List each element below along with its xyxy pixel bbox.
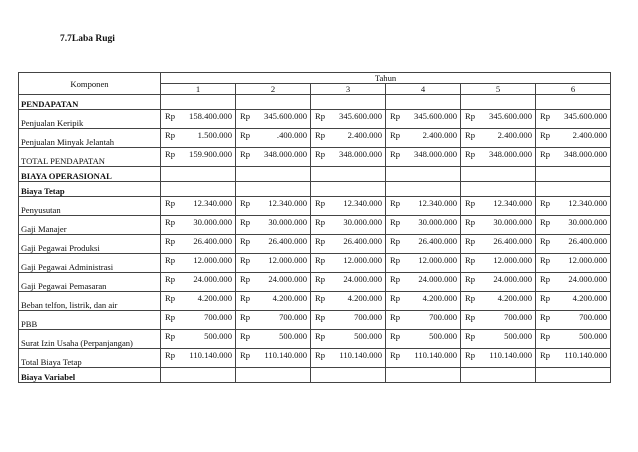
- row-label: Gaji Manajer: [19, 216, 161, 235]
- amount-cell: [161, 254, 236, 273]
- currency-label: Rp: [540, 111, 551, 121]
- amount-cell: [386, 129, 461, 148]
- amount-value: 110.140.000: [564, 350, 608, 360]
- currency-label: Rp: [315, 149, 326, 159]
- amount-value: 12.340.000: [418, 198, 457, 208]
- currency-label: Rp: [540, 217, 551, 227]
- row-label: Penyusutan: [19, 197, 161, 216]
- amount-cell: [461, 330, 536, 349]
- currency-label: Rp: [240, 312, 251, 322]
- currency-label: Rp: [540, 274, 551, 284]
- amount-cell: [461, 148, 536, 167]
- amount-value: 500.000: [354, 331, 382, 341]
- amount-cell: [386, 273, 461, 292]
- section-pendapatan-row: [19, 95, 611, 110]
- amount-value: 30.000.000: [568, 217, 608, 227]
- table-row: [19, 235, 611, 254]
- currency-label: Rp: [540, 331, 551, 341]
- amount-cell: [236, 254, 311, 273]
- amount-value: 4.200.000: [347, 293, 382, 303]
- amount-value: 2.400.000: [422, 130, 457, 140]
- currency-label: Rp: [465, 350, 476, 360]
- section-biaya-operasional-row: [19, 167, 611, 182]
- amount-value: 24.000.000: [268, 274, 307, 284]
- amount-value: 345.600.000: [264, 111, 307, 121]
- amount-cell: [386, 148, 461, 167]
- currency-label: Rp: [315, 293, 326, 303]
- amount-value: 1.500.000: [197, 130, 232, 140]
- amount-cell: [461, 110, 536, 129]
- amount-value: 12.340.000: [568, 198, 608, 208]
- amount-cell: [536, 292, 611, 311]
- table-row: [19, 330, 611, 349]
- empty-cell: [386, 182, 461, 197]
- empty-cell: [536, 368, 611, 383]
- amount-cell: [311, 235, 386, 254]
- amount-cell: [536, 110, 611, 129]
- currency-label: Rp: [390, 293, 401, 303]
- amount-value: 26.400.000: [343, 236, 382, 246]
- amount-cell: [311, 292, 386, 311]
- amount-value: 30.000.000: [193, 217, 232, 227]
- row-label: PBB: [19, 311, 161, 330]
- currency-label: Rp: [540, 293, 551, 303]
- amount-cell: [461, 129, 536, 148]
- amount-cell: [311, 273, 386, 292]
- amount-cell: [461, 216, 536, 235]
- amount-value: 24.000.000: [193, 274, 232, 284]
- amount-cell: [386, 254, 461, 273]
- amount-value: 24.000.000: [568, 274, 608, 284]
- currency-label: Rp: [390, 236, 401, 246]
- amount-cell: [311, 129, 386, 148]
- row-label: Penjualan Keripik: [19, 110, 161, 129]
- amount-cell: [311, 254, 386, 273]
- table-row: [19, 311, 611, 330]
- amount-cell: [236, 330, 311, 349]
- empty-cell: [386, 167, 461, 182]
- table-body: [19, 73, 611, 383]
- amount-value: 158.400.000: [189, 111, 232, 121]
- amount-cell: [461, 292, 536, 311]
- amount-value: 345.600.000: [489, 111, 532, 121]
- amount-value: 500.000: [429, 331, 457, 341]
- amount-value: 12.000.000: [343, 255, 382, 265]
- currency-label: Rp: [240, 274, 251, 284]
- currency-label: Rp: [465, 274, 476, 284]
- empty-cell: [536, 167, 611, 182]
- amount-cell: [311, 197, 386, 216]
- amount-value: 500.000: [504, 331, 532, 341]
- amount-value: 700.000: [279, 312, 307, 322]
- currency-label: Rp: [390, 350, 401, 360]
- amount-cell: [311, 311, 386, 330]
- currency-label: Rp: [315, 312, 326, 322]
- amount-value: 30.000.000: [493, 217, 532, 227]
- amount-value: 26.400.000: [493, 236, 532, 246]
- amount-cell: [536, 235, 611, 254]
- table-row: [19, 216, 611, 235]
- amount-cell: [311, 148, 386, 167]
- empty-cell: [236, 167, 311, 182]
- amount-cell: [536, 330, 611, 349]
- currency-label: Rp: [315, 198, 326, 208]
- amount-value: 4.200.000: [272, 293, 307, 303]
- amount-cell: [161, 235, 236, 254]
- amount-cell: [386, 349, 461, 368]
- amount-value: 30.000.000: [268, 217, 307, 227]
- amount-cell: [236, 148, 311, 167]
- currency-label: Rp: [315, 350, 326, 360]
- amount-value: 4.200.000: [497, 293, 532, 303]
- currency-label: Rp: [165, 130, 176, 140]
- table-row: [19, 148, 611, 167]
- amount-cell: [161, 197, 236, 216]
- amount-cell: [161, 129, 236, 148]
- komponen-header: Komponen: [19, 73, 161, 95]
- amount-value: 12.000.000: [568, 255, 608, 265]
- empty-cell: [386, 95, 461, 110]
- amount-value: 700.000: [504, 312, 532, 322]
- table-row: [19, 110, 611, 129]
- amount-cell: [161, 330, 236, 349]
- currency-label: Rp: [240, 350, 251, 360]
- amount-value: 30.000.000: [418, 217, 457, 227]
- currency-label: Rp: [240, 130, 251, 140]
- row-label: Gaji Pegawai Produksi: [19, 235, 161, 254]
- currency-label: Rp: [165, 198, 176, 208]
- currency-label: Rp: [315, 111, 326, 121]
- year-header: 6: [536, 84, 611, 95]
- currency-label: Rp: [315, 217, 326, 227]
- amount-cell: [536, 311, 611, 330]
- currency-label: Rp: [240, 198, 251, 208]
- empty-cell: [236, 95, 311, 110]
- amount-value: 24.000.000: [493, 274, 532, 284]
- currency-label: Rp: [165, 255, 176, 265]
- currency-label: Rp: [240, 217, 251, 227]
- empty-cell: [161, 167, 236, 182]
- amount-value: 12.000.000: [493, 255, 532, 265]
- row-label: Surat Izin Usaha (Perpanjangan): [19, 330, 161, 349]
- empty-cell: [461, 182, 536, 197]
- currency-label: Rp: [465, 217, 476, 227]
- empty-cell: [311, 368, 386, 383]
- currency-label: Rp: [540, 149, 551, 159]
- amount-cell: [236, 235, 311, 254]
- amount-cell: [311, 216, 386, 235]
- empty-cell: [161, 95, 236, 110]
- amount-value: 700.000: [429, 312, 457, 322]
- year-header: 5: [461, 84, 536, 95]
- currency-label: Rp: [315, 130, 326, 140]
- table-row: [19, 273, 611, 292]
- currency-label: Rp: [465, 149, 476, 159]
- amount-value: 26.400.000: [418, 236, 457, 246]
- amount-cell: [461, 197, 536, 216]
- header-row-tahun: [19, 73, 611, 84]
- currency-label: Rp: [465, 255, 476, 265]
- amount-value: 4.200.000: [197, 293, 232, 303]
- amount-cell: [236, 292, 311, 311]
- empty-cell: [386, 368, 461, 383]
- currency-label: Rp: [465, 293, 476, 303]
- amount-value: 12.000.000: [418, 255, 457, 265]
- currency-label: Rp: [240, 111, 251, 121]
- currency-label: Rp: [315, 331, 326, 341]
- amount-value: 500.000: [279, 331, 307, 341]
- currency-label: Rp: [465, 312, 476, 322]
- currency-label: Rp: [165, 312, 176, 322]
- amount-value: 348.000.000: [414, 149, 457, 159]
- table-row: [19, 129, 611, 148]
- amount-cell: [386, 197, 461, 216]
- amount-value: 159.900.000: [189, 149, 232, 159]
- section-biaya-variabel: Biaya Variabel: [19, 368, 161, 383]
- amount-cell: [386, 110, 461, 129]
- currency-label: Rp: [540, 130, 551, 140]
- amount-value: 700.000: [579, 312, 608, 322]
- currency-label: Rp: [465, 198, 476, 208]
- table-row: [19, 292, 611, 311]
- row-label: TOTAL PENDAPATAN: [19, 148, 161, 167]
- currency-label: Rp: [540, 312, 551, 322]
- amount-value: 2.400.000: [347, 130, 382, 140]
- amount-cell: [236, 197, 311, 216]
- currency-label: Rp: [390, 255, 401, 265]
- amount-cell: [461, 273, 536, 292]
- amount-cell: [461, 349, 536, 368]
- amount-cell: [536, 349, 611, 368]
- amount-cell: [236, 129, 311, 148]
- amount-cell: [236, 216, 311, 235]
- currency-label: Rp: [165, 331, 176, 341]
- table-row: [19, 349, 611, 368]
- amount-value: 4.200.000: [572, 293, 608, 303]
- amount-value: 348.000.000: [489, 149, 532, 159]
- amount-value: 26.400.000: [193, 236, 232, 246]
- currency-label: Rp: [390, 217, 401, 227]
- amount-cell: [386, 292, 461, 311]
- amount-value: 110.140.000: [414, 350, 457, 360]
- empty-cell: [236, 368, 311, 383]
- amount-cell: [536, 254, 611, 273]
- currency-label: Rp: [465, 111, 476, 121]
- amount-value: 500.000: [579, 331, 608, 341]
- empty-cell: [536, 95, 611, 110]
- amount-value: 12.000.000: [193, 255, 232, 265]
- amount-cell: [236, 273, 311, 292]
- currency-label: Rp: [390, 149, 401, 159]
- currency-label: Rp: [165, 236, 176, 246]
- currency-label: Rp: [315, 255, 326, 265]
- amount-cell: [236, 311, 311, 330]
- amount-cell: [161, 349, 236, 368]
- amount-cell: [161, 110, 236, 129]
- amount-value: 110.140.000: [264, 350, 307, 360]
- amount-cell: [461, 254, 536, 273]
- currency-label: Rp: [540, 198, 551, 208]
- amount-cell: [461, 311, 536, 330]
- amount-cell: [386, 311, 461, 330]
- amount-value: 12.340.000: [493, 198, 532, 208]
- amount-cell: [536, 216, 611, 235]
- currency-label: Rp: [315, 236, 326, 246]
- amount-cell: [386, 235, 461, 254]
- currency-label: Rp: [540, 255, 551, 265]
- laba-rugi-table: [18, 72, 611, 383]
- currency-label: Rp: [390, 274, 401, 284]
- empty-cell: [311, 95, 386, 110]
- amount-value: 2.400.000: [572, 130, 608, 140]
- currency-label: Rp: [465, 130, 476, 140]
- currency-label: Rp: [390, 130, 401, 140]
- currency-label: Rp: [390, 331, 401, 341]
- amount-cell: [161, 273, 236, 292]
- amount-value: 348.000.000: [564, 149, 608, 159]
- amount-cell: [386, 330, 461, 349]
- year-header: 1: [161, 84, 236, 95]
- section-pendapatan: PENDAPATAN: [19, 95, 161, 110]
- currency-label: Rp: [165, 149, 176, 159]
- amount-value: 110.140.000: [489, 350, 532, 360]
- empty-cell: [461, 95, 536, 110]
- currency-label: Rp: [240, 236, 251, 246]
- currency-label: Rp: [165, 274, 176, 284]
- currency-label: Rp: [465, 331, 476, 341]
- currency-label: Rp: [390, 312, 401, 322]
- amount-value: 12.340.000: [343, 198, 382, 208]
- currency-label: Rp: [165, 350, 176, 360]
- amount-cell: [536, 273, 611, 292]
- currency-label: Rp: [240, 331, 251, 341]
- amount-value: 500.000: [204, 331, 232, 341]
- empty-cell: [161, 182, 236, 197]
- amount-value: 110.140.000: [339, 350, 382, 360]
- amount-cell: [461, 235, 536, 254]
- row-label: Total Biaya Tetap: [19, 349, 161, 368]
- amount-value: 26.400.000: [268, 236, 307, 246]
- currency-label: Rp: [165, 217, 176, 227]
- amount-value: .400.000: [276, 130, 307, 140]
- currency-label: Rp: [540, 350, 551, 360]
- amount-cell: [236, 349, 311, 368]
- empty-cell: [236, 182, 311, 197]
- year-header: 2: [236, 84, 311, 95]
- amount-cell: [311, 330, 386, 349]
- currency-label: Rp: [390, 198, 401, 208]
- table-row: [19, 197, 611, 216]
- currency-label: Rp: [240, 255, 251, 265]
- amount-cell: [536, 197, 611, 216]
- currency-label: Rp: [540, 236, 551, 246]
- amount-value: 345.600.000: [564, 111, 608, 121]
- amount-value: 12.000.000: [268, 255, 307, 265]
- empty-cell: [536, 182, 611, 197]
- section-biaya-tetap: Biaya Tetap: [19, 182, 161, 197]
- section-biaya-tetap-row: [19, 182, 611, 197]
- tahun-header: Tahun: [161, 73, 611, 84]
- empty-cell: [461, 368, 536, 383]
- currency-label: Rp: [315, 274, 326, 284]
- row-label: Gaji Pegawai Administrasi: [19, 254, 161, 273]
- currency-label: Rp: [240, 293, 251, 303]
- amount-cell: [311, 110, 386, 129]
- amount-value: 2.400.000: [497, 130, 532, 140]
- amount-value: 24.000.000: [343, 274, 382, 284]
- amount-value: 4.200.000: [422, 293, 457, 303]
- amount-value: 12.340.000: [268, 198, 307, 208]
- row-label: Penjualan Minyak Jelantah: [19, 129, 161, 148]
- amount-cell: [311, 349, 386, 368]
- currency-label: Rp: [240, 149, 251, 159]
- amount-cell: [386, 216, 461, 235]
- empty-cell: [311, 167, 386, 182]
- year-header: 3: [311, 84, 386, 95]
- currency-label: Rp: [390, 111, 401, 121]
- amount-value: 345.600.000: [414, 111, 457, 121]
- table-row: [19, 254, 611, 273]
- amount-cell: [236, 110, 311, 129]
- row-label: Beban telfon, listrik, dan air: [19, 292, 161, 311]
- empty-cell: [311, 182, 386, 197]
- row-label: Gaji Pegawai Pemasaran: [19, 273, 161, 292]
- year-header: 4: [386, 84, 461, 95]
- amount-value: 110.140.000: [189, 350, 232, 360]
- amount-value: 348.000.000: [264, 149, 307, 159]
- section-biaya-variabel-row: [19, 368, 611, 383]
- section-biaya-operasional: BIAYA OPERASIONAL: [19, 167, 161, 182]
- amount-value: 345.600.000: [339, 111, 382, 121]
- amount-value: 348.000.000: [339, 149, 382, 159]
- currency-label: Rp: [165, 293, 176, 303]
- amount-cell: [161, 292, 236, 311]
- empty-cell: [161, 368, 236, 383]
- amount-cell: [536, 129, 611, 148]
- amount-value: 30.000.000: [343, 217, 382, 227]
- amount-cell: [161, 148, 236, 167]
- amount-value: 26.400.000: [568, 236, 608, 246]
- currency-label: Rp: [465, 236, 476, 246]
- page-title: 7.7Laba Rugi: [60, 34, 115, 44]
- amount-value: 700.000: [204, 312, 232, 322]
- amount-cell: [161, 216, 236, 235]
- amount-cell: [536, 148, 611, 167]
- amount-value: 700.000: [354, 312, 382, 322]
- amount-cell: [161, 311, 236, 330]
- amount-value: 12.340.000: [193, 198, 232, 208]
- currency-label: Rp: [165, 111, 176, 121]
- amount-value: 24.000.000: [418, 274, 457, 284]
- empty-cell: [461, 167, 536, 182]
